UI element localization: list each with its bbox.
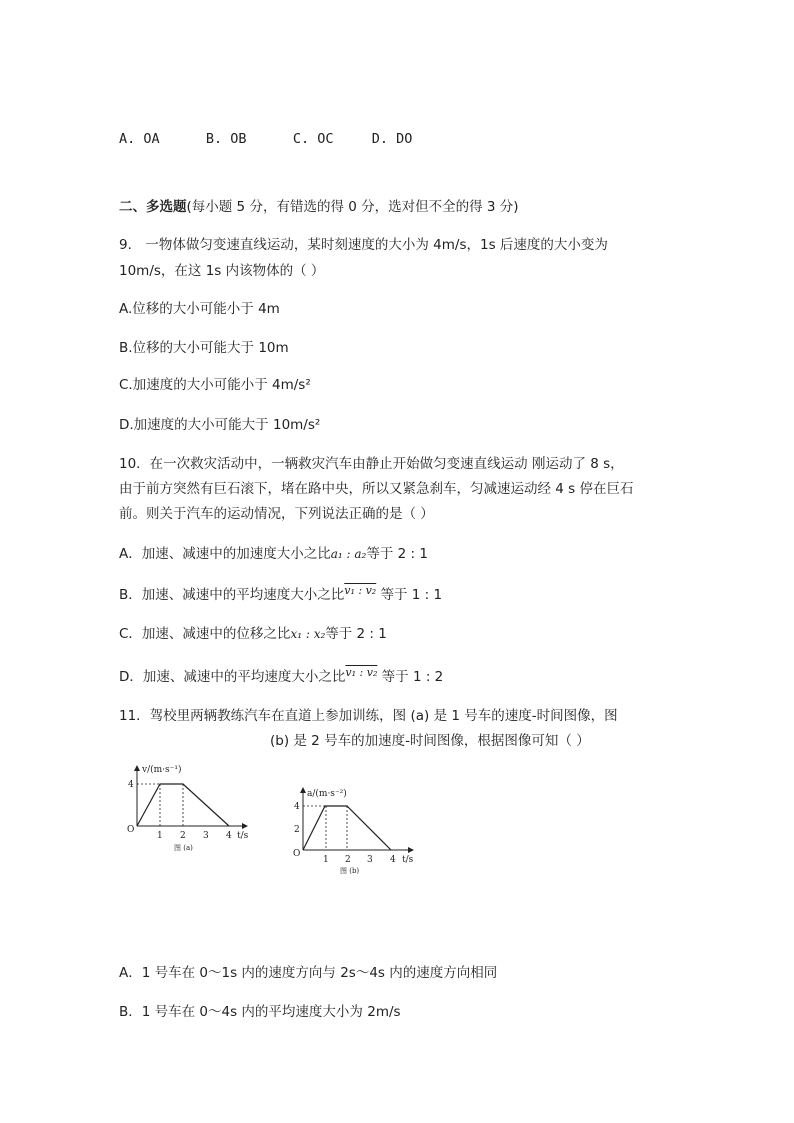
q10-option-c: C．加速、减速中的位移之比x₁ : x₂等于 2 : 1 — [119, 626, 387, 642]
q9-stem-line1: 9． 一物体做匀变速直线运动，某时刻速度的大小为 4m/s，1s 后速度的大小变为 — [119, 237, 608, 253]
q10-stem-line2: 由于前方突然有巨石滚下，堵在路中央，所以又紧急刹车，匀减速运动经 4 s 停在巨石 — [119, 481, 634, 497]
x-axis-label: t/s — [402, 855, 414, 865]
q9-option-c: C.加速度的大小可能小于 4m/s² — [119, 377, 311, 393]
q8-option-d: D. DO — [371, 131, 413, 147]
y-tick-4: 4 — [294, 802, 300, 812]
ratio-v1-v2-bar: v₁ : v₂ — [344, 584, 377, 597]
graph-caption: 图 (a) — [174, 844, 193, 852]
section-heading — [119, 198, 519, 216]
q10-stem-line3: 前。则关于汽车的运动情况，下列说法正确的是（ ） — [119, 506, 434, 522]
y-axis-label: v/(m·s⁻¹) — [142, 765, 182, 775]
q10-option-b: B．加速、减速中的平均速度大小之比v₁ : v₂ 等于 1 : 1 — [119, 584, 443, 603]
q8-options-row — [119, 130, 412, 148]
q9-option-b: B.位移的大小可能大于 10m — [119, 340, 289, 356]
x-tick-3: 3 — [367, 855, 373, 865]
q11-stem-line2: (b) 是 2 号车的加速度-时间图像，根据图像可知（ ） — [270, 733, 590, 749]
x-tick-4: 4 — [390, 855, 396, 865]
q9-stem-line2: 10m/s，在这 1s 内该物体的（ ） — [119, 263, 325, 279]
origin-label: O — [127, 825, 135, 835]
ratio-a1-a2: a₁ : a₂ — [330, 547, 367, 561]
ratio-v1-v2-bar: v₁ : v₂ — [345, 666, 378, 679]
graph-caption: 图 (b) — [340, 867, 360, 875]
q11-option-a: A．1 号车在 0～1s 内的速度方向与 2s～4s 内的速度方向相同 — [119, 965, 498, 981]
graph-b — [288, 784, 428, 879]
y-tick-4: 4 — [128, 780, 134, 790]
q11-stem-line1: 11．驾校里两辆教练汽车在直道上参加训练，图 (a) 是 1 号车的速度-时间图像，图 — [119, 708, 618, 724]
q9-option-d: D.加速度的大小可能大于 10m/s² — [119, 417, 321, 433]
ratio-x1-x2: x₁ : x₂ — [290, 627, 326, 641]
x-tick-2: 2 — [180, 831, 186, 841]
section-title: 二、多选题 — [119, 199, 187, 215]
graph-a — [122, 762, 262, 857]
x-axis-label: t/s — [237, 831, 249, 841]
origin-label: O — [293, 849, 301, 859]
y-axis-label: a/(m·s⁻²) — [307, 789, 347, 799]
q10-option-d: D．加速、减速中的平均速度大小之比v₁ : v₂ 等于 1 : 2 — [119, 666, 444, 685]
x-tick-3: 3 — [203, 831, 209, 841]
x-tick-1: 1 — [157, 831, 163, 841]
x-tick-2: 2 — [345, 855, 351, 865]
x-tick-4: 4 — [226, 831, 232, 841]
q8-option-a: A. OA — [119, 131, 160, 147]
section-note: (每小题 5 分，有错选的得 0 分，选对但不全的得 3 分) — [186, 199, 519, 215]
q10-option-a: A．加速、减速中的加速度大小之比a₁ : a₂等于 2 : 1 — [119, 546, 428, 562]
q8-option-c: C. OC — [292, 131, 334, 147]
x-tick-1: 1 — [323, 855, 329, 865]
q11-option-b: B．1 号车在 0～4s 内的平均速度大小为 2m/s — [119, 1004, 401, 1020]
q8-option-b: B. OB — [205, 131, 247, 147]
q9-option-a: A.位移的大小可能小于 4m — [119, 301, 280, 317]
q10-stem-line1: 10．在一次救灾活动中，一辆救灾汽车由静止开始做匀变速直线运动 刚运动了 8 s， — [119, 456, 624, 472]
y-tick-2: 2 — [294, 825, 300, 835]
